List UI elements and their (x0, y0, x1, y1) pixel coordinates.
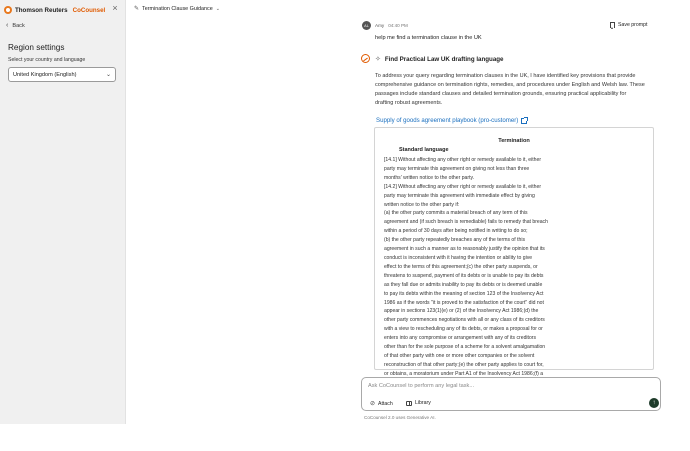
document-excerpt[interactable] (374, 127, 654, 377)
prompt-input[interactable] (368, 383, 648, 389)
brand-product: CoCounsel (72, 6, 106, 14)
bottom-margin (0, 424, 690, 451)
message-timestamp: 04:40 PM (388, 23, 408, 28)
send-button[interactable] (649, 398, 659, 408)
answer-line: To address your query regarding termination clauses in the UK, I have identified key provisions that provide (375, 73, 636, 79)
excerpt-line: [14.1] Without affecting any other right or remedy available to it, either (384, 157, 542, 163)
attach-button[interactable] (370, 400, 393, 407)
source-document-title: Supply of goods agreement playbook (pro-customer) (376, 117, 519, 124)
excerpt-line: 1986 as if the words "it is proved to the satisfaction of the court" did not (384, 299, 544, 306)
excerpt-line: to pay its debts within the meaning of section 123 of the Insolvency Act (384, 290, 544, 297)
library-button[interactable] (406, 400, 431, 406)
excerpt-line: months' written notice to the other party. (384, 174, 475, 181)
excerpt-line: (a) the other party commits a material breach of any term of this (384, 210, 528, 217)
arrow-up-icon: ↑ (652, 400, 656, 406)
excerpt-line: threatens to suspend, payment of its debts or is unable to pay its debts (384, 272, 544, 279)
excerpt-line: (b) the other party repeatedly breaches any of the terms of this (384, 237, 526, 244)
sidebar (0, 0, 126, 424)
chevron-down-icon: ⌄ (105, 72, 111, 78)
excerpt-body (384, 156, 599, 396)
excerpt-line: as they fall due or admits inability to pay its debts or is deemed unable (384, 281, 543, 288)
chevron-down-icon: ⌄ (215, 5, 220, 12)
excerpt-line: agreement in such a manner as to reasonably justify the opinion that its (384, 246, 545, 253)
user-name: Amy (375, 23, 385, 28)
avatar: AL (362, 21, 371, 30)
top-bar (126, 0, 690, 17)
user-message: help me find a termination clause in the UK (375, 35, 482, 41)
country-select-value: United Kingdom (English) (13, 71, 77, 78)
cocounsel-assistant-icon (361, 54, 370, 63)
country-select-label: Select your country and language (8, 57, 86, 63)
excerpt-line: party may terminate this agreement with immediate effect by giving (384, 192, 535, 199)
prompt-composer (361, 377, 661, 411)
answer-line: passages include standard clauses and detailed termination grounds, ensuring practical applicability for (375, 91, 627, 97)
skill-title: Find Practical Law UK drafting language (384, 56, 504, 63)
save-prompt-button[interactable] (610, 22, 647, 28)
excerpt-line: of that other party with one or more other companies or the solvent (384, 352, 535, 359)
excerpt-heading: Termination (498, 138, 530, 144)
excerpt-line: enters into any compromise or arrangement with any of its creditors (384, 335, 537, 342)
excerpt-line: reconstruction of that other party;(e) the other party applies to court for, (384, 361, 544, 368)
sparkle-icon: ✧ (375, 56, 381, 63)
excerpt-line: appear in sections 123(1)(e) or (2) of the Insolvency Act 1986;(d) the (384, 308, 539, 315)
excerpt-line: agreement and (if such breach is remediable) fails to remedy that breach (384, 219, 548, 226)
paperclip-icon: ⊘ (370, 401, 376, 407)
thomson-reuters-logo-icon (4, 6, 12, 14)
brand-name: Thomson Reuters (15, 6, 68, 14)
external-link-icon (521, 118, 527, 124)
excerpt-line: with a view to rescheduling any of its debts, or makes a proposal for or (384, 326, 543, 333)
excerpt-line: other than for the sole purpose of a scheme for a solvent amalgamation (384, 344, 546, 351)
back-label: Back (12, 22, 25, 29)
excerpt-line: effect to the terms of this agreement;(c) the other party suspends, or (384, 263, 538, 270)
chat-icon: ✎ (134, 6, 140, 12)
chevron-left-icon: ‹ (6, 22, 9, 29)
excerpt-line: conduct is inconsistent with it having the intention or ability to give (384, 254, 533, 261)
brand (4, 5, 105, 15)
save-prompt-label: Save prompt (618, 22, 648, 28)
answer-line: comprehensive guidance on termination rights, remedies, and procedures under English and Welsh law. These (375, 82, 645, 88)
close-icon[interactable]: × (112, 3, 118, 13)
source-document-link[interactable] (376, 117, 527, 124)
excerpt-line: written notice to the other party if: (384, 201, 460, 208)
excerpt-line: or obtains, a moratorium under Part A1 of the Insolvency Act 1986;(f) a (384, 370, 544, 377)
excerpt-line: party may terminate this agreement on giving not less than three (384, 165, 530, 172)
assistant-answer (375, 72, 655, 108)
excerpt-line: within a period of 30 days after being notified in writing to do so; (384, 228, 528, 235)
back-button[interactable] (6, 22, 25, 29)
generative-ai-disclaimer: CoCounsel 2.0 uses Generative AI. (364, 415, 436, 420)
excerpt-line: [14.2] Without affecting any other right or remedy available to it, either (384, 183, 542, 190)
region-settings-title: Region settings (8, 43, 65, 52)
library-icon (406, 401, 412, 406)
country-language-select[interactable] (8, 67, 116, 82)
excerpt-line: other party commences negotiations with all or any class of its creditors (384, 317, 545, 324)
answer-line: drafting robust agreements. (375, 100, 443, 106)
library-label: Library (415, 400, 431, 406)
skill-header (375, 56, 504, 63)
chat-title-dropdown[interactable] (134, 5, 220, 12)
chat-title: Termination Clause Guidance (142, 5, 213, 12)
attach-label: Attach (378, 400, 393, 407)
excerpt-subheading: Standard language (399, 147, 449, 153)
user-message-header (362, 21, 408, 30)
bookmark-icon (610, 22, 615, 28)
